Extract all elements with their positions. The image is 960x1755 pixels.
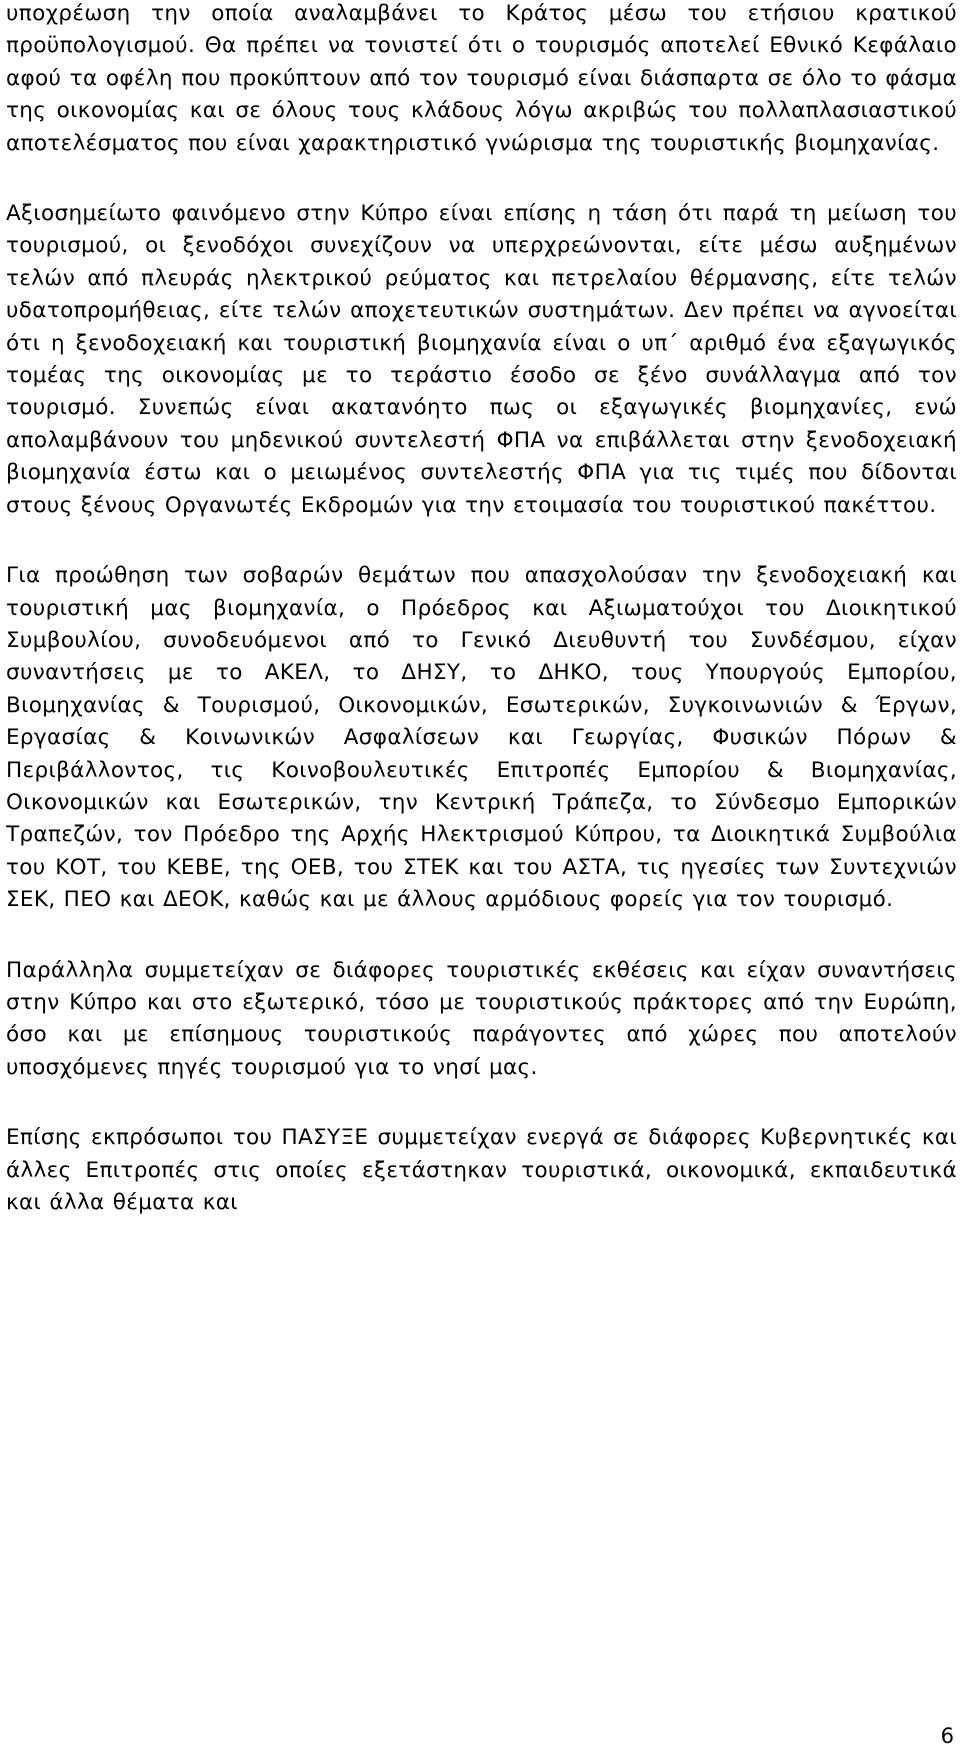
- paragraph-tourism-national-capital: υποχρέωση την οποία αναλαμβάνει το Κράτος μέσω του ετήσιου κρατικού προϋπολογισμού. Θα πρέπει να τονιστεί ότι ο τουρισμός αποτελεί Εθνικό Κεφάλαιο αφού τα οφέλη που προκύπτουν από τον τουρισμό είναι διάσπαρτα σε όλο το φάσμα της οικονομίας και σε όλους τους κλάδους λόγω ακριβώς του πολλαπλασιαστικού αποτελέσματος που είναι χαρακτηριστικό γνώρισμα της τουριστικής βιομηχανίας.: [6, 1, 957, 156]
- paragraph-meetings: Για προώθηση των σοβαρών θεμάτων που απασχολούσαν την ξενοδοχειακή και τουριστική μας βιομηχανία, ο Πρόεδρος και Αξιωματούχοι του Διοικητικού Συμβουλίου, συνοδευόμενοι από το Γενικό Διευθυντή του Συνδέσμου, είχαν συναντήσεις με το ΑΚΕΛ, το ΔΗΣΥ, το ΔΗΚΟ, τους Υπουργούς Εμπορίου, Βιομηχανίας & Τουρισμού, Οικονομικών, Εσωτερικών, Συγκοινωνιών & Έργων, Εργασίας & Κοινωνικών Ασφαλίσεων και Γεωργίας, Φυσικών Πόρων & Περιβάλλοντος, τις Κοινοβουλευτικές Επιτροπές Εμπορίου & Βιομηχανίας, Οικονομικών και Εσωτερικών, την Κεντρική Τράπεζα, το Σύνδεσμο Εμπορικών Τραπεζών, τον Πρόεδρο της Αρχής Ηλεκτρισμού Κύπρου, τα Διοικητικά Συμβούλια του ΚΟΤ, του ΚΕΒΕ, της ΟΕΒ, του ΣΤΕΚ και του ΑΣΤΑ, τις ηγεσίες των Συντεχνιών ΣΕΚ, ΠΕΟ και ΔΕΟΚ, καθώς και με άλλους αρμόδιους φορείς για τον τουρισμό.: [6, 563, 957, 913]
- document-page: [6, 0, 957, 1219]
- paragraph-committees: Επίσης εκπρόσωποι του ΠΑΣΥΞΕ συμμετείχαν ενεργά σε διάφορες Κυβερνητικές και άλλες Επιτροπές στις οποίες εξετάστηκαν τουριστικά, οικονομικά, εκπαιδευτικά και άλλα θέματα και: [6, 1125, 957, 1215]
- page-number: 6: [940, 1724, 954, 1748]
- paragraph-exhibitions: Παράλληλα συμμετείχαν σε διάφορες τουριστικές εκθέσεις και είχαν συναντήσεις στην Κύπρο και στο εξωτερικό, τόσο με τουριστικούς πράκτορες από την Ευρώπη, όσο και με επίσημους τουριστικούς παράγοντες από χώρες που αποτελούν υποσχόμενες πηγές τουρισμού για το νησί μας.: [6, 957, 957, 1080]
- paragraph-hotel-overcharging: Αξιοσημείωτο φαινόμενο στην Κύπρο είναι επίσης η τάση ότι παρά τη μείωση του τουρισμού, οι ξενοδόχοι συνεχίζουν να υπερχρεώνονται, είτε μέσω αυξημένων τελών από πλευράς ηλεκτρικού ρεύματος και πετρελαίου θέρμανσης, είτε τελών υδατοπρομήθειας, είτε τελών αποχετευτικών συστημάτων. Δεν πρέπει να αγνοείται ότι η ξενοδοχειακή και τουριστική βιομηχανία είναι ο υπ΄ αριθμό ένα εξαγωγικός τομέας της οικονομίας με το τεράστιο έσοδο σε ξένο συνάλλαγμα από τον τουρισμό. Συνεπώς είναι ακατανόητο πως οι εξαγωγικές βιομηχανίες, ενώ απολαμβάνουν του μηδενικού συντελεστή ΦΠΑ να επιβάλλεται στην ξενοδοχειακή βιομηχανία έστω και ο μειωμένος συντελεστής ΦΠΑ για τις τιμές που δίδονται στους ξένους Οργανωτές Εκδρομών για την ετοιμασία του τουριστικού πακέττου.: [6, 201, 957, 518]
